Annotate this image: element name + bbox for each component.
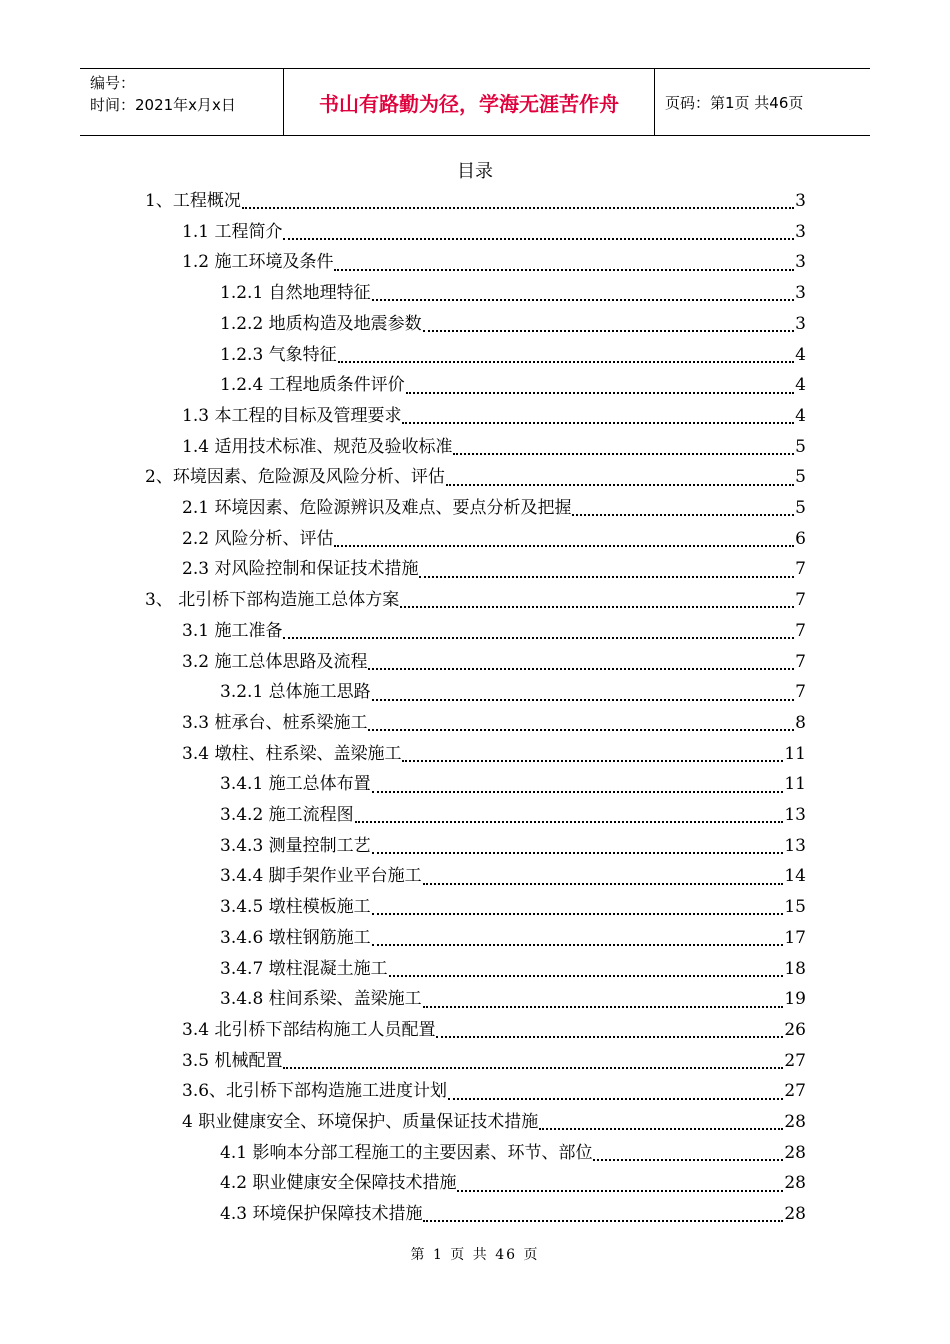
toc-leader-dots bbox=[406, 392, 795, 394]
doc-time-label: 时间：2021年x月x日 bbox=[90, 96, 236, 114]
toc-leader-dots bbox=[402, 422, 794, 424]
toc-entry-title: 2.3 对风险控制和保证技术措施 bbox=[182, 559, 419, 580]
toc-entry[interactable] bbox=[220, 861, 806, 892]
toc-leader-dots bbox=[457, 1190, 783, 1192]
toc-entry-page: 28 bbox=[784, 1142, 806, 1163]
toc-entry[interactable] bbox=[182, 247, 806, 278]
toc-entry-page: 5 bbox=[795, 467, 806, 488]
toc-entry[interactable] bbox=[145, 462, 806, 493]
toc-leader-dots bbox=[334, 545, 794, 547]
toc-entry-page: 7 bbox=[795, 559, 806, 580]
toc-leader-dots bbox=[436, 1036, 783, 1038]
toc-entry[interactable] bbox=[220, 1138, 806, 1169]
toc-entry-page: 13 bbox=[784, 835, 806, 856]
toc-entry-title: 3.6、北引桥下部构造施工进度计划 bbox=[182, 1081, 448, 1102]
toc-entry-page: 15 bbox=[784, 897, 806, 918]
toc-entry-page: 4 bbox=[795, 344, 806, 365]
toc-entry-title: 3.4.4 脚手架作业平台施工 bbox=[220, 866, 422, 887]
toc-entry-page: 17 bbox=[784, 927, 806, 948]
toc-entry-title: 1、工程概况 bbox=[145, 191, 241, 211]
toc-entry[interactable] bbox=[182, 1046, 806, 1077]
toc-entry-title: 3.4 墩柱、柱系梁、盖梁施工 bbox=[182, 743, 402, 764]
toc-entry[interactable] bbox=[220, 984, 806, 1015]
header-meta bbox=[80, 69, 283, 135]
toc-entry[interactable] bbox=[220, 370, 806, 401]
toc-entry-page: 11 bbox=[784, 774, 806, 795]
page-header bbox=[80, 68, 870, 136]
toc-entry-title: 3.4.8 柱间系梁、盖梁施工 bbox=[220, 989, 422, 1010]
toc-leader-dots bbox=[400, 606, 794, 608]
toc-entry-title: 1.1 工程简介 bbox=[182, 221, 283, 242]
toc-entry-title: 3.4.6 墩柱钢筋施工 bbox=[220, 927, 371, 948]
toc-leader-dots bbox=[372, 699, 795, 701]
toc-entry-title: 4.2 职业健康安全保障技术措施 bbox=[220, 1173, 457, 1194]
toc-entry-title: 1.3 本工程的目标及管理要求 bbox=[182, 405, 402, 426]
toc-entry[interactable] bbox=[182, 1107, 806, 1138]
toc-entry[interactable] bbox=[220, 309, 806, 340]
toc-entry-page: 11 bbox=[784, 743, 806, 764]
toc-entry[interactable] bbox=[220, 923, 806, 954]
toc-entry-title: 3.4.2 施工流程图 bbox=[220, 805, 354, 825]
toc-entry-title: 3.1 施工准备 bbox=[182, 620, 283, 641]
toc-entry[interactable] bbox=[145, 585, 806, 616]
toc-leader-dots bbox=[423, 1006, 784, 1008]
toc-entry[interactable] bbox=[182, 1015, 806, 1046]
toc-entry-title: 3.2 施工总体思路及流程 bbox=[182, 651, 368, 672]
toc-entry-title: 1.2.3 气象特征 bbox=[220, 344, 337, 365]
toc-entry-page: 8 bbox=[795, 712, 806, 733]
toc-entry-page: 28 bbox=[784, 1204, 806, 1225]
toc-entry-page: 26 bbox=[784, 1019, 806, 1040]
header-motto: 书山有路勤为径，学海无涯苦作舟 bbox=[283, 69, 655, 135]
toc-entry[interactable] bbox=[182, 708, 806, 739]
toc-entry-page: 14 bbox=[784, 866, 806, 887]
toc-leader-dots bbox=[372, 913, 784, 915]
toc-leader-dots bbox=[372, 791, 784, 793]
toc-entry[interactable] bbox=[220, 800, 806, 831]
toc-entry-title: 3.2.1 总体施工思路 bbox=[220, 682, 371, 703]
toc-entry-title: 3.5 机械配置 bbox=[182, 1050, 283, 1071]
toc-entry[interactable] bbox=[182, 401, 806, 432]
toc-entry[interactable] bbox=[220, 1168, 806, 1199]
toc-leader-dots bbox=[593, 1159, 783, 1161]
toc-entry-page: 27 bbox=[784, 1081, 806, 1102]
toc-entry-page: 5 bbox=[795, 436, 806, 457]
toc-leader-dots bbox=[355, 821, 784, 823]
toc-entry-page: 27 bbox=[784, 1050, 806, 1071]
toc-entry-title: 1.2.2 地质构造及地震参数 bbox=[220, 313, 422, 334]
toc-entry-title: 3、 北引桥下部构造施工总体方案 bbox=[145, 590, 400, 611]
toc-entry-page: 19 bbox=[784, 989, 806, 1010]
toc-entry[interactable] bbox=[220, 677, 806, 708]
toc-entry-title: 2.2 风险分析、评估 bbox=[182, 528, 334, 549]
toc-entry-page: 4 bbox=[795, 405, 806, 426]
toc-leader-dots bbox=[423, 330, 795, 332]
toc-leader-dots bbox=[423, 883, 784, 885]
toc-entry[interactable] bbox=[182, 739, 806, 770]
toc-entry[interactable] bbox=[220, 1199, 806, 1230]
toc-entry[interactable] bbox=[182, 647, 806, 678]
toc-entry-title: 2、环境因素、危险源及风险分析、评估 bbox=[145, 467, 445, 488]
toc-entry-title: 2.1 环境因素、危险源辨识及难点、要点分析及把握 bbox=[182, 498, 572, 518]
toc-leader-dots bbox=[448, 1098, 783, 1100]
toc-entry-title: 3.4.3 测量控制工艺 bbox=[220, 835, 371, 856]
toc-entry-page: 28 bbox=[784, 1173, 806, 1194]
toc-entry-page: 3 bbox=[795, 252, 806, 273]
toc-entry[interactable] bbox=[182, 1076, 806, 1107]
toc-leader-dots bbox=[372, 944, 784, 946]
toc-leader-dots bbox=[368, 668, 794, 670]
toc-leader-dots bbox=[283, 637, 794, 639]
toc-leader-dots bbox=[446, 484, 794, 486]
toc-entry-title: 4.1 影响本分部工程施工的主要因素、环节、部位 bbox=[220, 1142, 593, 1163]
toc-entry-page: 7 bbox=[795, 682, 806, 703]
toc-entry-page: 7 bbox=[795, 620, 806, 641]
toc-entry[interactable] bbox=[220, 831, 806, 862]
toc-entry[interactable] bbox=[182, 616, 806, 647]
toc-entry-title: 4 职业健康安全、环境保护、质量保证技术措施 bbox=[182, 1112, 539, 1132]
toc-entry-page: 3 bbox=[795, 221, 806, 242]
toc-entry-page: 5 bbox=[795, 498, 806, 518]
toc-entry-title: 3.4.5 墩柱模板施工 bbox=[220, 897, 371, 918]
toc-entry[interactable] bbox=[182, 493, 806, 524]
toc-leader-dots bbox=[372, 299, 795, 301]
toc-entry-title: 3.4.7 墩柱混凝土施工 bbox=[220, 958, 388, 979]
toc-entry-page: 3 bbox=[795, 283, 806, 304]
toc-entry-page: 3 bbox=[795, 191, 806, 211]
toc-entry-title: 3.3 桩承台、桩系梁施工 bbox=[182, 712, 368, 733]
toc-entry-title: 1.2.4 工程地质条件评价 bbox=[220, 375, 405, 396]
toc-entry[interactable] bbox=[182, 554, 806, 585]
toc-leader-dots bbox=[368, 729, 794, 731]
toc-entry-page: 6 bbox=[795, 528, 806, 549]
toc-entry-title: 3.4.1 施工总体布置 bbox=[220, 774, 371, 795]
toc-leader-dots bbox=[539, 1128, 783, 1130]
toc-title: 目录 bbox=[457, 161, 493, 182]
toc-leader-dots bbox=[372, 852, 784, 854]
toc-entry[interactable] bbox=[220, 892, 806, 923]
page-footer: 第 1 页 共 46 页 bbox=[410, 1247, 540, 1263]
toc-entry[interactable] bbox=[182, 524, 806, 555]
toc-entry-page: 13 bbox=[784, 805, 806, 825]
toc-entry[interactable] bbox=[220, 340, 806, 371]
toc-entry-page: 18 bbox=[784, 958, 806, 979]
toc-entry-page: 28 bbox=[784, 1112, 806, 1132]
doc-number-label: 编号： bbox=[90, 74, 136, 92]
toc-leader-dots bbox=[389, 975, 784, 977]
toc-entry-title: 1.2 施工环境及条件 bbox=[182, 252, 334, 273]
toc-entry[interactable] bbox=[220, 954, 806, 985]
toc-leader-dots bbox=[423, 1220, 783, 1222]
toc-entry-title: 1.2.1 自然地理特征 bbox=[220, 283, 371, 304]
toc-entry-page: 7 bbox=[795, 651, 806, 672]
toc-leader-dots bbox=[334, 269, 794, 271]
toc-leader-dots bbox=[453, 453, 794, 455]
toc-entry-page: 7 bbox=[795, 590, 806, 611]
toc-leader-dots bbox=[572, 514, 794, 516]
toc-leader-dots bbox=[338, 361, 795, 363]
toc-entry-title: 3.4 北引桥下部结构施工人员配置 bbox=[182, 1019, 436, 1040]
toc-leader-dots bbox=[283, 238, 794, 240]
toc-entry-page: 4 bbox=[795, 375, 806, 396]
toc-entry[interactable] bbox=[220, 769, 806, 800]
toc-entry[interactable] bbox=[182, 217, 806, 248]
toc-leader-dots bbox=[402, 760, 783, 762]
toc-entry[interactable] bbox=[220, 278, 806, 309]
toc-entry-page: 3 bbox=[795, 313, 806, 334]
header-page-info: 页码：第1页 共46页 bbox=[665, 93, 804, 112]
toc-entry[interactable] bbox=[145, 186, 806, 217]
toc-leader-dots bbox=[419, 576, 794, 578]
toc-leader-dots bbox=[283, 1067, 783, 1069]
toc-entry[interactable] bbox=[182, 432, 806, 463]
toc-entry-title: 1.4 适用技术标准、规范及验收标准 bbox=[182, 436, 453, 457]
toc-leader-dots bbox=[242, 207, 794, 209]
toc-entry-title: 4.3 环境保护保障技术措施 bbox=[220, 1204, 423, 1225]
